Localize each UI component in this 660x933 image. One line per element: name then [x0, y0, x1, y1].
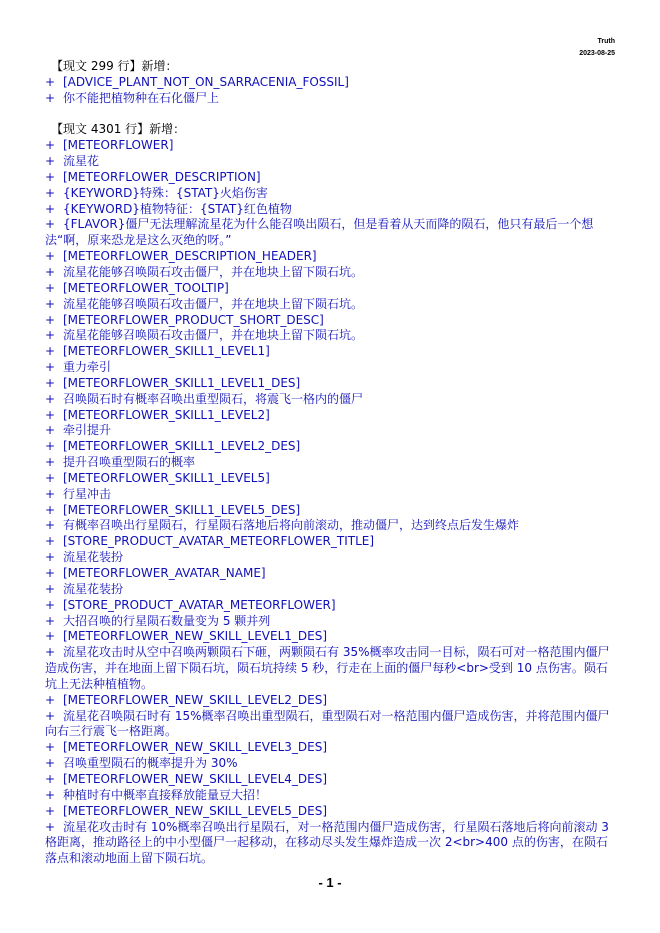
added-line: [45, 471, 617, 487]
plus-icon: +: [45, 550, 56, 565]
added-text: {KEYWORD}特殊：{STAT}火焰伤害: [63, 185, 268, 200]
plus-icon: +: [45, 217, 56, 232]
added-text: [METEORFLOWER_TOOLTIP]: [63, 280, 229, 295]
plus-icon: +: [45, 502, 56, 517]
added-line: [45, 693, 617, 709]
plus-icon: +: [45, 787, 56, 802]
added-text: 流星花装扮: [63, 581, 124, 596]
added-text: [METEORFLOWER_SKILL1_LEVEL2]: [63, 407, 270, 422]
added-text: [STORE_PRODUCT_AVATAR_METEORFLOWER_TITLE]: [63, 534, 375, 549]
added-line: [45, 740, 617, 756]
added-text: [METEORFLOWER_NEW_SKILL_LEVEL4_DES]: [63, 771, 328, 786]
plus-icon: +: [45, 740, 56, 755]
added-text: [METEORFLOWER_NEW_SKILL_LEVEL5_DES]: [63, 803, 328, 818]
added-line: [45, 281, 617, 297]
plus-icon: +: [45, 629, 56, 644]
added-text: [METEORFLOWER_NEW_SKILL_LEVEL2_DES]: [63, 692, 328, 707]
plus-icon: +: [45, 74, 56, 89]
plus-icon: +: [45, 296, 56, 311]
added-line: [45, 376, 617, 392]
added-line: [45, 154, 617, 170]
plus-icon: +: [45, 264, 56, 279]
plus-icon: +: [45, 138, 56, 153]
added-line: [45, 534, 617, 550]
plus-icon: +: [45, 771, 56, 786]
added-line: [45, 75, 617, 91]
added-line: [45, 170, 617, 186]
added-text: 行星冲击: [63, 486, 112, 501]
added-text: [METEORFLOWER_NEW_SKILL_LEVEL3_DES]: [63, 740, 328, 755]
added-line: [45, 756, 617, 772]
plus-icon: +: [45, 819, 56, 834]
added-text: 流星花装扮: [63, 550, 124, 565]
heading-text: 【现文 4301 行】新增：: [51, 122, 186, 137]
plus-icon: +: [45, 518, 56, 533]
added-line: [45, 313, 617, 329]
added-text: 召唤陨石时有概率召唤出重型陨石，将震飞一格内的僵尸: [63, 391, 364, 406]
added-line: [45, 408, 617, 424]
plus-icon: +: [45, 803, 56, 818]
added-text: 有概率召唤出行星陨石，行星陨石落地后将向前滚动，推动僵尸，达到终点后发生爆炸: [63, 518, 520, 533]
added-line: [45, 297, 617, 313]
plus-icon: +: [45, 455, 56, 470]
added-text: 流星花: [63, 154, 100, 169]
added-text: 召唤重型陨石的概率提升为 30%: [63, 756, 238, 771]
added-text: 流星花能够召唤陨石攻击僵尸，并在地块上留下陨石坑。: [63, 264, 364, 279]
added-text: [METEORFLOWER_SKILL1_LEVEL2_DES]: [63, 439, 301, 454]
plus-icon: +: [45, 597, 56, 612]
added-line: [45, 709, 617, 741]
plus-icon: +: [45, 280, 56, 295]
added-text: [METEORFLOWER_PRODUCT_SHORT_DESC]: [63, 312, 324, 327]
added-line: [45, 582, 617, 598]
plus-icon: +: [45, 407, 56, 422]
document-body: [45, 59, 617, 867]
added-line: [45, 328, 617, 344]
plus-icon: +: [45, 391, 56, 406]
plus-icon: +: [45, 756, 56, 771]
added-line: [45, 598, 617, 614]
added-line: [45, 217, 617, 249]
added-text: [METEORFLOWER_DESCRIPTION]: [63, 169, 261, 184]
plus-icon: +: [45, 613, 56, 628]
plus-icon: +: [45, 645, 56, 660]
document-header: [579, 36, 615, 60]
added-text: [METEORFLOWER_SKILL1_LEVEL5]: [63, 470, 270, 485]
added-text: 流星花召唤陨石时有 15%概率召唤出重型陨石，重型陨石对一格范围内僵尸造成伤害，并将范围内僵尸向右三行震飞一格距离。: [45, 708, 610, 739]
plus-icon: +: [45, 201, 56, 216]
page-number: - 1 -: [318, 875, 342, 890]
plus-icon: +: [45, 360, 56, 375]
plus-icon: +: [45, 312, 56, 327]
added-line: [45, 91, 617, 107]
added-line: [45, 645, 617, 693]
plus-icon: +: [45, 470, 56, 485]
added-line: [45, 788, 617, 804]
added-line: [45, 360, 617, 376]
added-line: [45, 455, 617, 471]
added-line: [45, 566, 617, 582]
added-text: 流星花能够召唤陨石攻击僵尸，并在地块上留下陨石坑。: [63, 296, 364, 311]
added-text: [METEORFLOWER_DESCRIPTION_HEADER]: [63, 249, 317, 264]
added-text: 种植时有中概率直接释放能量豆大招！: [63, 787, 268, 802]
added-line: [45, 820, 617, 868]
added-text: [METEORFLOWER_NEW_SKILL_LEVEL1_DES]: [63, 629, 328, 644]
plus-icon: +: [45, 185, 56, 200]
added-text: [METEORFLOWER_AVATAR_NAME]: [63, 566, 266, 580]
plus-icon: +: [45, 375, 56, 390]
added-line: [45, 423, 617, 439]
header-date: 2023-08-25: [579, 50, 615, 57]
plus-icon: +: [45, 328, 56, 343]
added-line: [45, 614, 617, 630]
added-text: 牵引提升: [63, 423, 112, 438]
header-title: Truth: [597, 38, 615, 45]
added-line: [45, 202, 617, 218]
plus-icon: +: [45, 486, 56, 501]
plus-icon: +: [45, 169, 56, 184]
added-line: [45, 804, 617, 820]
added-text: 你不能把植物种在石化僵尸上: [63, 90, 220, 105]
plus-icon: +: [45, 423, 56, 438]
added-text: [STORE_PRODUCT_AVATAR_METEORFLOWER]: [63, 597, 336, 612]
added-text: 流星花能够召唤陨石攻击僵尸，并在地块上留下陨石坑。: [63, 328, 364, 343]
added-text: [METEORFLOWER_SKILL1_LEVEL5_DES]: [63, 502, 301, 517]
added-line: [45, 344, 617, 360]
plus-icon: +: [45, 581, 56, 596]
added-text: 提升召唤重型陨石的概率: [63, 455, 196, 470]
heading-text: 【现文 299 行】新增：: [51, 59, 178, 73]
added-line: [45, 186, 617, 202]
section-heading: [45, 122, 617, 138]
section-heading: [45, 59, 617, 75]
added-line: [45, 138, 617, 154]
added-text: [METEORFLOWER]: [63, 138, 174, 153]
blank-line: [45, 107, 617, 123]
plus-icon: +: [45, 566, 56, 580]
plus-icon: +: [45, 249, 56, 264]
added-line: [45, 249, 617, 265]
added-line: [45, 550, 617, 566]
added-line: [45, 629, 617, 645]
added-text: 流星花攻击时从空中召唤两颗陨石下砸，两颗陨石有 35%概率攻击同一目标，陨石可对一格范围内僵尸造成伤害，并在地面上留下陨石坑，陨石坑持续 5 秒，行走在上面的僵尸每秒<br>受到 10 点伤害。陨石坑上无法种植植物。: [45, 645, 610, 691]
plus-icon: +: [45, 344, 56, 359]
added-line: [45, 772, 617, 788]
plus-icon: +: [45, 692, 56, 707]
added-text: [ADVICE_PLANT_NOT_ON_SARRACENIA_FOSSIL]: [63, 74, 349, 89]
added-line: [45, 439, 617, 455]
added-line: [45, 392, 617, 408]
added-line: [45, 503, 617, 519]
added-text: [METEORFLOWER_SKILL1_LEVEL1_DES]: [63, 375, 301, 390]
plus-icon: +: [45, 439, 56, 454]
added-line: [45, 265, 617, 281]
added-text: {KEYWORD}植物特征：{STAT}红色植物: [63, 201, 292, 216]
added-line: [45, 518, 617, 534]
added-text: 流星花攻击时有 10%概率召唤出行星陨石，对一格范围内僵尸造成伤害，行星陨石落地后将向前滚动 3 格距离，推动路径上的中小型僵尸一起移动，在移动尽头发生爆炸造成一次 2<br>400 点的伤害，在陨石落点和滚动地面上留下陨石坑。: [45, 819, 609, 866]
plus-icon: +: [45, 708, 56, 723]
added-text: 大招召唤的行星陨石数量变为 5 颗并列: [63, 613, 271, 628]
added-text: {FLAVOR}僵尸无法理解流星花为什么能召唤出陨石，但是看着从天而降的陨石，他只有最后一个想法“啊，原来恐龙是这么灭绝的呀。”: [45, 217, 594, 248]
plus-icon: +: [45, 534, 56, 549]
added-text: [METEORFLOWER_SKILL1_LEVEL1]: [63, 344, 270, 359]
plus-icon: +: [45, 90, 56, 105]
plus-icon: +: [45, 154, 56, 169]
added-text: 重力牵引: [63, 360, 112, 375]
added-line: [45, 487, 617, 503]
